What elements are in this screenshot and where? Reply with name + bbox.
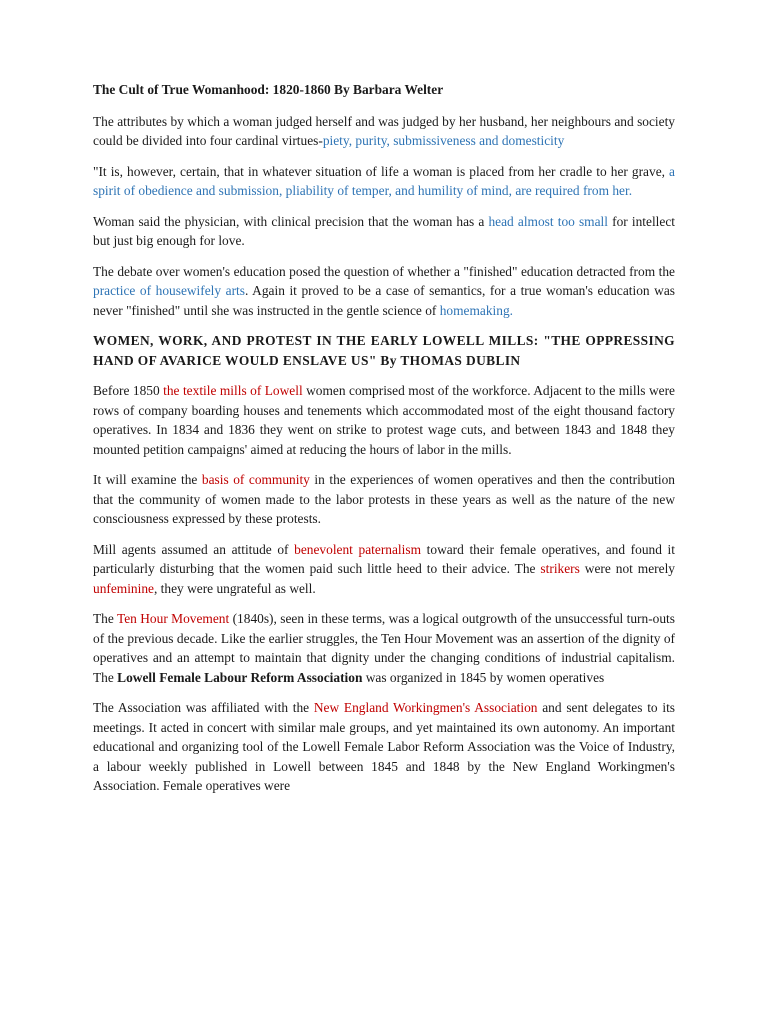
- highlight-link[interactable]: homemaking: [439, 302, 510, 318]
- paragraph-community: [93, 470, 675, 529]
- paragraph-paternalism: [93, 540, 675, 599]
- paragraph-association: [93, 698, 675, 796]
- text-run: , they were ungrateful as well.: [153, 580, 316, 596]
- section-heading: WOMEN, WORK, AND PROTEST IN THE EARLY LOWELL MILLS: "THE OPPRESSING HAND OF AVARICE WOULD ENSLAVE US" By THOMAS DUBLIN: [93, 333, 675, 368]
- highlight-link[interactable]: head almost too small: [488, 213, 608, 229]
- document-title: The Cult of True Womanhood: 1820-1860 By Barbara Welter: [93, 82, 444, 97]
- highlight-link[interactable]: strikers: [540, 561, 580, 576]
- text-run: women comprised most of the workforce. Adjacent to the mills were rows of company boarding houses and tenements which accommodated most of the eight thousand factory operatives. In 1834 and 1836 they went on strike to protest wage cuts, and between 1843 and 1848 they mounted petition campaigns' aimed at reducing the hours of labor in the mills.: [93, 383, 675, 457]
- paragraph-ten-hour: [93, 609, 675, 687]
- text-run: The Association was affiliated with the: [93, 700, 314, 715]
- text-run: The debate over women's education posed the question of whether a "finished" education detracted from the: [93, 263, 675, 279]
- highlight-link[interactable]: the textile mills of Lowell: [163, 383, 303, 398]
- text-run: in the experiences of women operatives and then the contribution that the community of women made to the labor protests in these years as well as the nature of the new consciousness expressed by these protests.: [93, 472, 676, 526]
- text-run: for intellect but just big enough for love.: [93, 213, 675, 248]
- document-page: [93, 80, 675, 807]
- text-run: (1840s), seen in these terms, was a logical outgrowth of the unsuccessful turn-outs of the previous decade. Like the earlier struggles, the Ten Hour Movement was an assertion of the dignity of operatives and an attempt to maintain that dignity under the changing conditions of industrial capitalism. The: [93, 611, 675, 685]
- highlight-link[interactable]: piety, purity, submissiveness and domesticity: [322, 133, 565, 148]
- highlight-link[interactable]: benevolent paternalism: [294, 541, 422, 557]
- highlight-link[interactable]: a spirit of obedience and submission, pliability of temper, and humility of mind, are required from her.: [93, 163, 675, 198]
- paragraph-education: [93, 262, 675, 321]
- text-run: toward their female operatives, and found it particularly disturbing that the women paid such little heed to their advice. The: [93, 541, 675, 576]
- highlight-link[interactable]: unfeminine: [93, 580, 154, 596]
- text-run: and sent delegates to its meetings. It acted in concert with similar male groups, and yet maintained its own autonomy. An important educational and organizing tool of the Lowell Female Labor Reform Association was the Voice of Industry, a labour weekly published in Lowell between 1845 and 1848 by the New England Workingmen's Association. Female operatives were: [93, 700, 676, 793]
- highlight-link[interactable]: Ten Hour Movement: [116, 611, 230, 626]
- text-run: The attributes by which a woman judged herself and was judged by her husband, her neighbours and society could be divided into four cardinal virtues-: [93, 113, 675, 148]
- text-run: was organized in 1845 by women operatives: [362, 669, 605, 685]
- text-run: Before 1850: [93, 383, 164, 398]
- paragraph-physician: [93, 212, 675, 251]
- paragraph-quote: [93, 162, 675, 201]
- text-run: It will examine the: [93, 472, 202, 487]
- paragraph-textile-mills: [93, 381, 675, 459]
- paragraph-cardinal-virtues: [93, 112, 675, 151]
- text-run: . Again it proved to be a case of semantics, for a true woman's education was never "finished" until she was instructed in the gentle science of: [93, 283, 675, 318]
- text-run: .: [509, 302, 513, 318]
- text-run: Mill agents assumed an attitude of: [93, 541, 295, 557]
- highlight-link[interactable]: practice of housewifely arts: [93, 283, 245, 298]
- text-run: Woman said the physician, with clinical precision that the woman has a: [93, 213, 489, 229]
- bold-run: Lowell Female Labour Reform Association: [117, 669, 363, 685]
- highlight-link[interactable]: New England Workingmen's Association: [313, 700, 538, 715]
- text-run: The: [93, 611, 117, 626]
- text-run: "It is, however, certain, that in whatever situation of life a woman is placed from her cradle to her grave,: [93, 163, 670, 179]
- highlight-link[interactable]: basis of community: [201, 472, 310, 487]
- text-run: were not merely: [579, 561, 675, 576]
